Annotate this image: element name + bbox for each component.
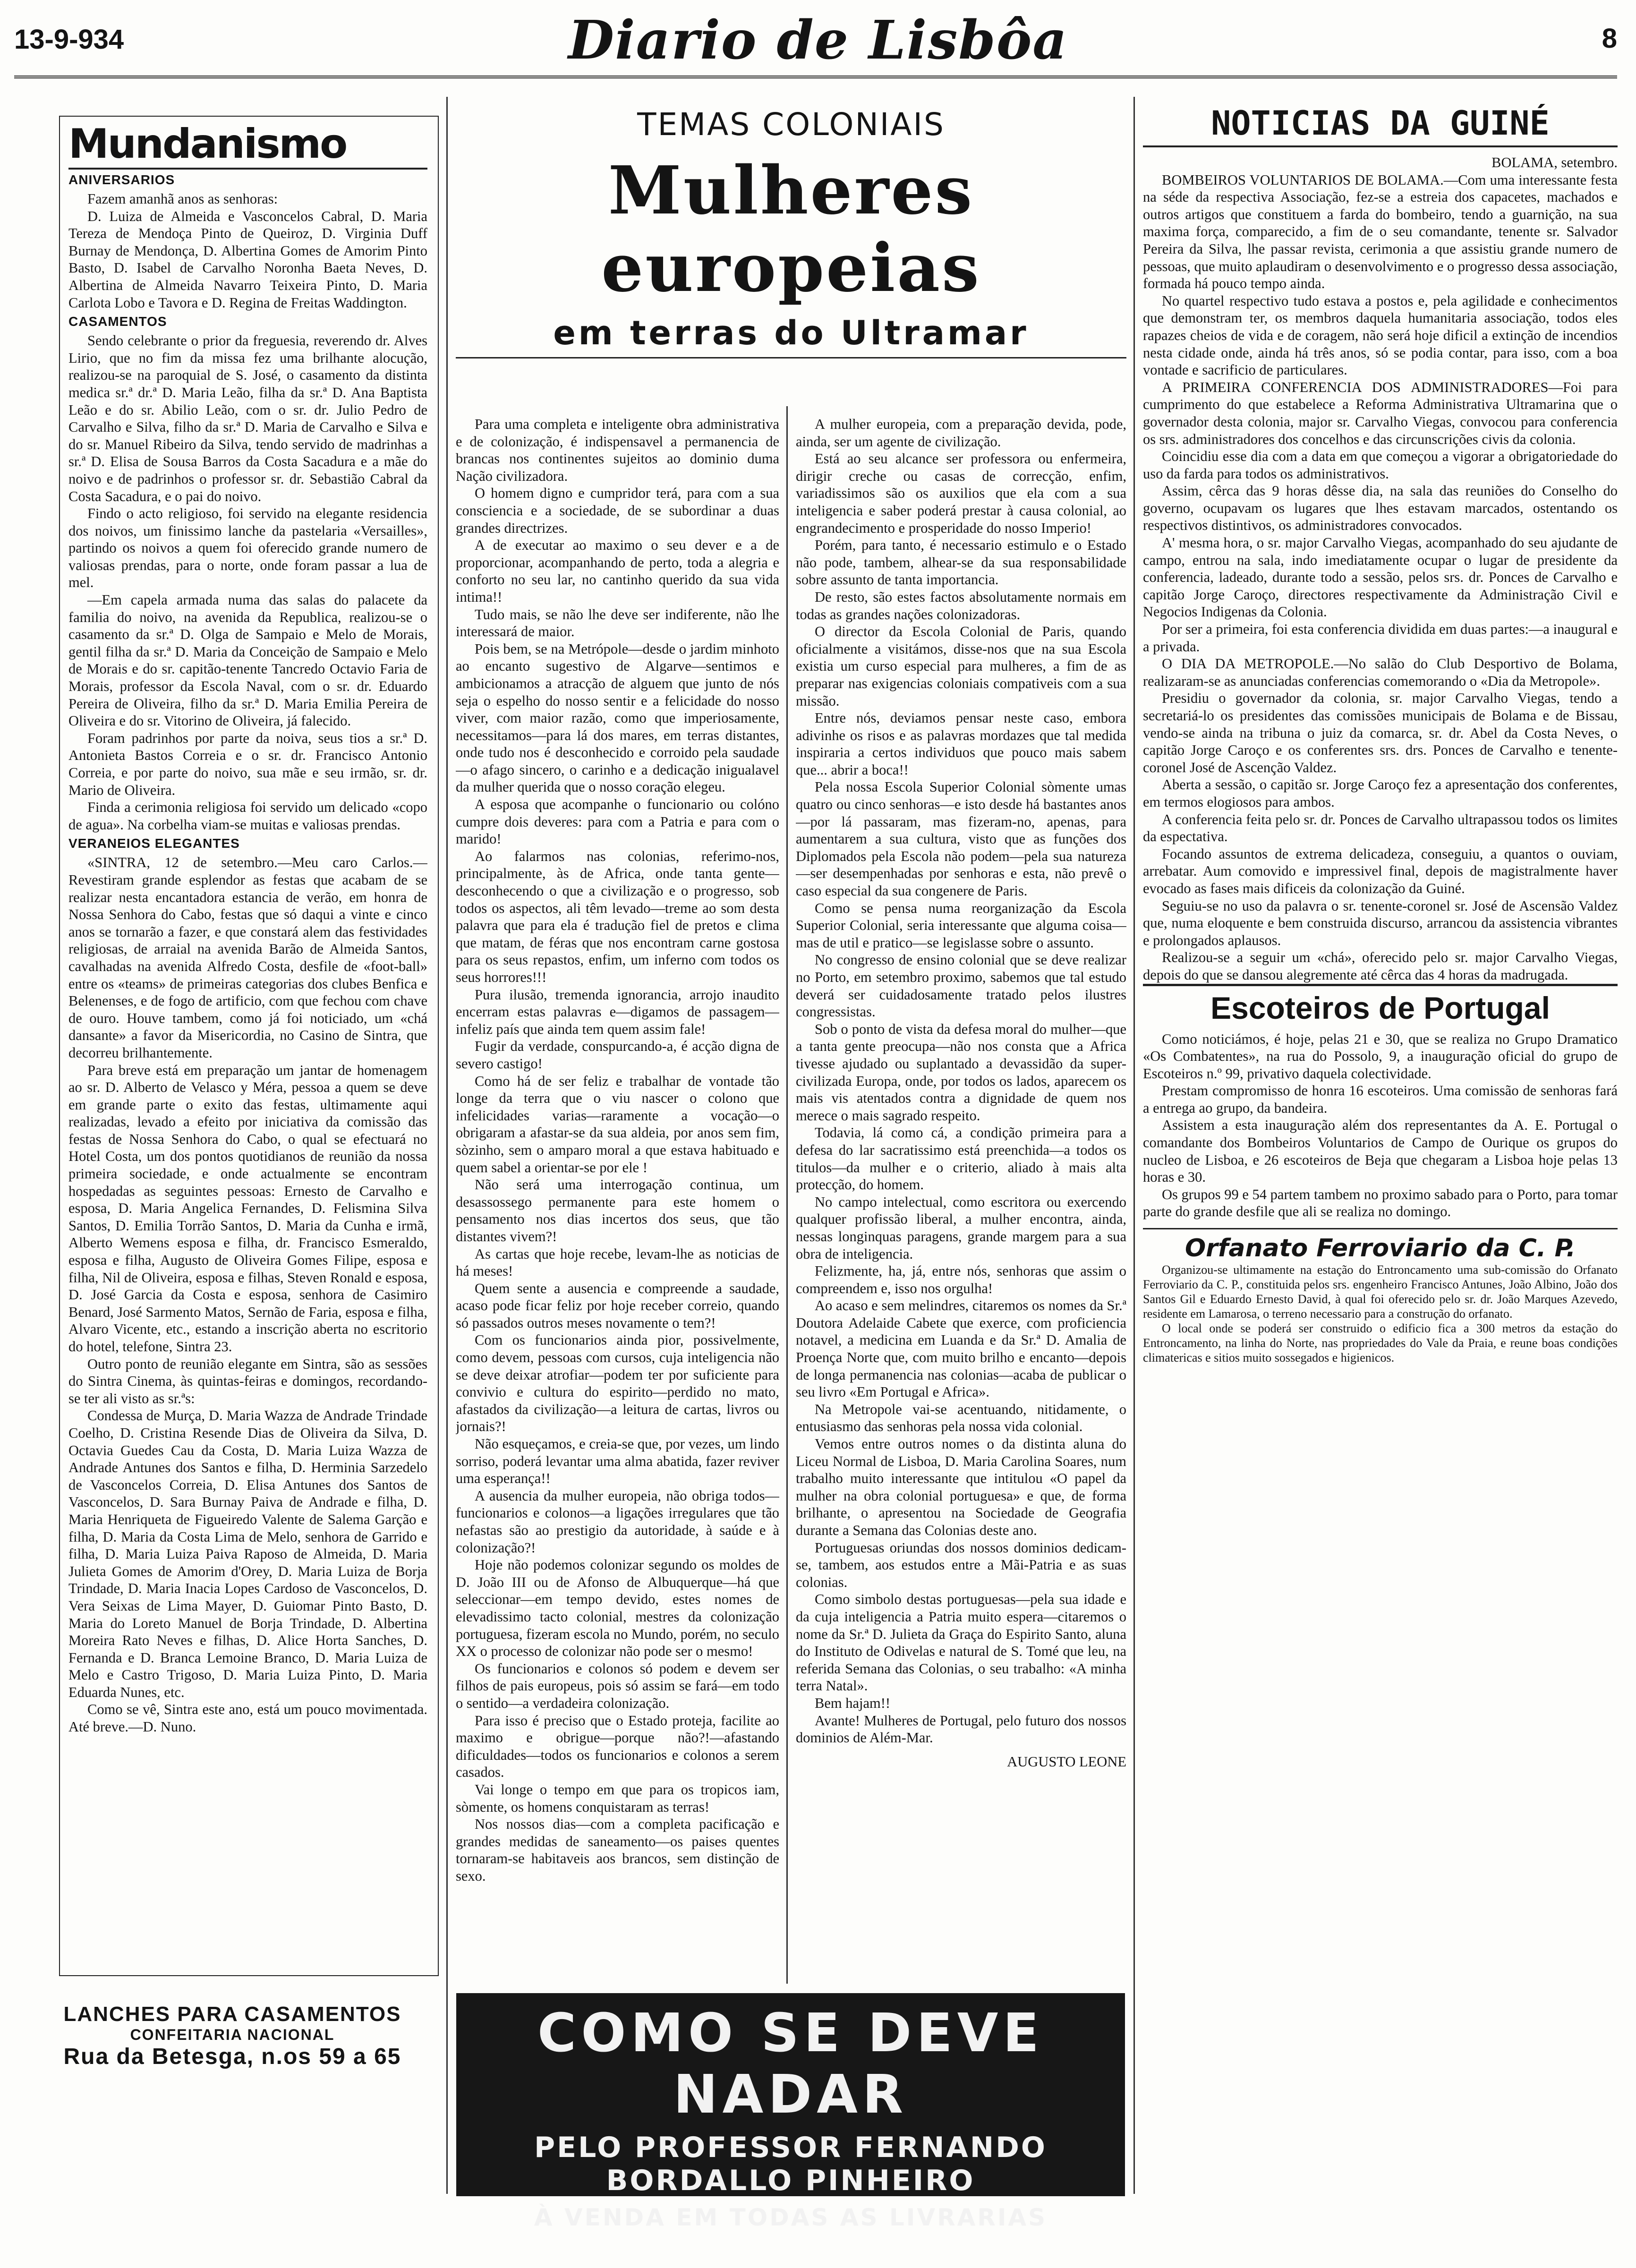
paragraph: Tudo mais, se não lhe deve ser indiferente, não lhe interessará de maior. [456,606,779,640]
paragraph: Felizmente, ha, já, entre nós, senhoras que assim o compreendem e, isso nos orgulha! [796,1263,1126,1296]
section-body [68,172,427,1736]
paragraph: Está ao seu alcance ser professora ou enfermeira, dirigir creche ou casas de correcção, enfim, variadissimos são os auxilios que ela com a sua inteligencia e saber poderá prestar à causa colonial, ao engrandecimento e prosperidade do nosso Imperio! [796,451,1126,536]
paragraph: Não esqueçamos, e creia-se que, por vezes, um lindo sorriso, poderá levantar uma alma abatida, fazer reviver uma esperança!! [456,1436,779,1487]
column-rule [446,97,448,2194]
paragraph: As cartas que hoje recebe, levam-lhe as noticias de há meses! [456,1245,779,1279]
paragraph: Hoje não podemos colonizar segundo os moldes de D. João III ou de Afonso de Albuquerque—há que seleccionar—em tempo devido, estes nomes de elevadissimo tacto colonial, mestres da colonização portuguesa, fizeram escola no Mundo, porém, no seculo XX o processo de colonizar não pode ser o mesmo! [456,1557,779,1660]
paragraph: Ao acaso e sem melindres, citaremos os nomes da Sr.ª Doutora Adelaide Cabete que exerce, com proficiencia notavel, a medicina em Luanda e da Sr.ª D. Amalia de Proença Norte que, com muito brilho e encanto—depois de longa permanencia nas colonias—acaba de publicar o seu livro «Em Portugal e Africa». [796,1297,1126,1400]
newspaper-title: Diario de Lisbôa [568,9,1068,71]
paragraph: No quartel respectivo tudo estava a postos e, pela agilidade e conhecimentos que demonstram ter, os membros daquela humanitaria associação, todos eles rapazes cheios de vida e de coragem, não será hoje dificil a extinção de incendios nesta cidade onde, ainda há três anos, só se podia contar, para isso, com a boa vontade e sacrificio de particulares. [1143,292,1618,378]
paragraph: No campo intelectual, como escritora ou exercendo qualquer profissão liberal, a mulher encontra, ainda, nessas longinquas paragens, grande margem para a sua obra de inteligencia. [796,1194,1126,1262]
paragraph: Aberta a sessão, o capitão sr. Jorge Caroço fez a apresentação dos conferentes, em termos elogiosos para ambos. [1143,776,1618,810]
paragraph: Bem hajam!! [815,1695,891,1711]
paragraph: Como há de ser feliz e trabalhar de vontade tão longe da terra que o viu nascer o colono que infelicidades varias—raramente a vocação—o obrigaram a afastar-se da sua aldeia, por anos sem fim, sòzinho, sem o amparo moral a que estava habituado e quem sabel a orientar-se por ele ! [456,1073,779,1176]
paragraph: Vai longe o tempo em que para os tropicos iam, sòmente, os homens conquistaram as terras! [456,1781,779,1815]
subsection-heading: CASAMENTOS [68,314,167,329]
right-column [1143,104,1618,2248]
paragraph: Assistem a esta inauguração além dos representantes da A. E. Portugal o comandante dos Bombeiros Voluntarios de Campo de Ourique os grupos do nucleo de Lisboa, e 26 escoteiros de Beja que chegaram a Lisboa hoje pelas 13 horas e 30. [1143,1117,1618,1185]
paragraph: A de executar ao maximo o seu dever e a de proporcionar, acompanhando de perto, toda a alegria e conforto no seu lar, no cantinho querido da sua vida intima!! [456,537,779,605]
paragraph: O director da Escola Colonial de Paris, quando oficialmente a visitámos, disse-nos que na sua Escola existia um curso especial para mulheres, a fim de as preparar nas exigencias coloniais compativeis com a sua missão. [796,623,1126,709]
paragraph: O DIA DA METROPOLE.—No salão do Club Desportivo de Bolama, realizaram-se as anunciadas conferencias comemorando o «Dia da Metropole». [1143,656,1618,689]
column-rule [786,406,788,1984]
ad-line: Rua da Betesga, n.os 59 a 65 [63,2044,401,2069]
paragraph: A ausencia da mulher europeia, não obriga todos—funcionarios e colonos—a ligações irregulares que tão nefastas são ao prestigio da autoridade, à saúde e à colonização?! [456,1487,779,1556]
guine-title: NOTICIAS DA GUINÉ [1143,104,1618,147]
paragraph: «SINTRA, 12 de setembro.—Meu caro Carlos.—Revestiram grande esplendor as festas que acabam de se realizar nesta encantadora estancia de verão, em honra de Nossa Senhora do Cabo, festas que só daqui a vinte e cinco anos se tornarão a fazer, e que constará alem das festividades religiosas, de arraial na avenida Barão de Almeida Santos, cavalhadas na avenida Alfredo Costa, desfile de «foot-ball» entre os «teams» de primeiras categorias dos clubes Benfica e Belenenses, e de fogo de artificio, com que fechou com chave de ouro. Houve tambem, como já foi noticiado, um «chá dansante» a favor da Misericordia, no Casino de Sintra, que decorreu brilhantemente. [68,854,427,1061]
paragraph: D. Luiza de Almeida e Vasconcelos Cabral, D. Maria Tereza de Mendoça Pinto de Queiroz, D. Virginia Duff Burnay de Mendonça, D. Albertina Gomes de Amorim Pinto Basto, D. Isabel de Carvalho Noronha Baeta Neves, D. Albertina de Almeida Navarro Teixeira Pinto, D. Maria Carlota Lobo e Tavora e D. Regina de Freitas Waddington. [68,208,427,311]
article-header [456,106,1126,358]
paragraph: Como noticiámos, é hoje, pelas 21 e 30, que se realiza no Grupo Dramatico «Os Combatentes», na rua do Possolo, 9, a inauguração oficial do grupo de Escoteiros n.º 99, privativo daquela colectividade. [1143,1031,1618,1082]
article-subheadline: em terras do Ultramar [456,314,1126,358]
paragraph: Foram padrinhos por parte da noiva, seus tios a sr.ª D. Antonieta Bastos Correia e o sr. dr. Francisco Antonio Correia, e por parte do noivo, sua mãe e seu irmão, sr. dr. Mario de Oliveira. [68,730,427,798]
paragraph: Porém, para tanto, é necessario estimulo e o Estado não pode, tambem, alhear-se da sua responsabilidade sobre assunto de tanta importancia. [796,537,1126,588]
escoteiros-title: Escoteiros de Portugal [1143,984,1618,1026]
paragraph: Outro ponto de reunião elegante em Sintra, são as sessões do Sintra Cinema, às quintas-feiras e domingos, recordando-se ter ali visto as sr.ªs: [68,1356,427,1407]
ad-line: LANCHES PARA CASAMENTOS [63,2003,401,2026]
paragraph: No congresso de ensino colonial que se deve realizar no Porto, em setembro proximo, sabemos que tal estudo deverá ser cuidadosamente tratado pelos ilustres congressistas. [796,952,1126,1020]
ad-line: À VENDA EM TODAS AS LIVRARIAS [534,2204,1048,2231]
paragraph: A PRIMEIRA CONFERENCIA DOS ADMINISTRADORES—Foi para cumprimento do que estabelece a Reforma Administrativa Ultramarina que o governador desta colonia, major sr. Carvalho Viegas, convocou para conferencia os srs. administradores dos concelhos e das circunscrições civis da colonia. [1143,379,1618,447]
article-headline: Mulheres europeias [601,152,981,307]
paragraph: Para breve está em preparação um jantar de homenagem ao sr. D. Alberto de Velasco y Méra, pessoa a quem se deve em grande parte o exito das festas, ultimamente aqui realizadas, levado a efeito por iniciativa da comissão das festas de Nossa Senhora do Cabo, o qual se efectuará no Hotel Costa, um dos pontos quotidianos de reunião da nossa primeira sociedade, e onde actualmente se encontram hospedadas as seguintes pessoas: Ernesto de Carvalho e esposa, D. Maria Angelica Fernandes, D. Felismina Silva Santos, D. Emilia Torrão Santos, D. Maria da Cunha e irmã, Alberto Wemens esposa e filha, dr. Francisco Esmeraldo, esposa e filha, Augusto de Oliveira Gomes Filipe, esposa e filha, Nil de Oliveira, esposa e filhas, Steven Ronald e esposa, D. José Garcia da Costa e esposa, senhora de Casimiro Benard, José Sarmento Matos, Sernão de Faria, esposa e filha, Alvaro Vicente, etc., estando a inscrição aberta no escritorio do hotel, telefone, Sintra 23. [68,1062,427,1355]
paragraph: Coincidiu esse dia com a data em que começou a vigorar a obrigatoriedade do uso da farda para todos os administrativos. [1143,448,1618,482]
paragraph: Os grupos 99 e 54 partem tambem no proximo sabado para o Porto, para tomar parte do grande desfile que ali se realiza no domingo. [1143,1186,1618,1220]
paragraph: A esposa que acompanhe o funcionario ou colóno cumpre dois deveres: para com a Patria e para com o marido! [456,796,779,847]
paragraph: Pela nossa Escola Superior Colonial sòmente umas quatro ou cinco senhoras—e isto desde há bastantes anos—por lá passaram, mas fizeram-no, apenas, para aumentarem a sua cultura, visto que as funções dos Diplomados pela Escola não podem—pela sua natureza—ser desempenhadas por senhoras e esta, não prevê o caso especial da sua congenere de Paris. [796,779,1126,899]
paragraph: Finda a cerimonia religiosa foi servido um delicado «copo de agua». Na corbelha viam-se muitas e valiosas prendas. [68,799,427,833]
paragraph: BOMBEIROS VOLUNTARIOS DE BOLAMA.—Com uma interessante festa na séde da respectiva Associação, fez-se a estreia dos capacetes, machados e outros artigos que constituem a farda do bombeiro, tendo a guarnição, na sua maxima força, comparecido, a fim de o seu comandante, tenente sr. Salvador Pereira da Silva, lhe passar revista, cerimonia a que assistiu grande numero de pessoas, que muito aplaudiram o desenvolvimento e o progresso dessa associação, formada há pouco tempo ainda. [1143,171,1618,292]
paragraph: Para uma completa e inteligente obra administrativa e de colonização, é indispensavel a permanencia de brancas nos continentes sujeitos ao dominio duma Nação civilizadora. [456,416,779,484]
paragraph: Para isso é preciso que o Estado proteja, facilite ao maximo e obrigue—porque não?!—afastando dificuldades—todos os funcionarios e colonos a serem casados. [456,1712,779,1781]
mundanismo-section [68,120,427,1970]
paragraph: Pois bem, se na Metrópole—desde o jardim minhoto ao encanto sugestivo de Algarve—sentimos e ambicionamos a atracção de alguem que junto de nós seja o espelho do nosso sentir e a felicidade do nosso viver, com maior razão, como que imperiosamente, necessitamos—para lá dos mares, em terras distantes, onde tudo nos é desconhecido e corroido pela saudade—o afago sincero, o carinho e a dedicação inigualavel da mulher querida que o nosso coração elegeu. [456,640,779,795]
paragraph: A' mesma hora, o sr. major Carvalho Viegas, acompanhado do seu ajudante de campo, entrou na sala, indo imediatamente ocupar o lugar de presidente da conferencia, ladeado, durante todo a sessão, pelos srs. dr. Ponces de Carvalho e capitão Jorge Caroço, directores respectivamente da Administração Civil e Negocios Indigenas da Colonia. [1143,535,1618,620]
paragraph: Findo o acto religioso, foi servido na elegante residencia dos noivos, um finissimo lanche da pastelaria «Versailles», partindo os noivos a quem foi oferecido grande numero de valiosas prendas, para o norte, onde foram passar a lua de mel. [68,505,427,591]
subsection-heading: ANIVERSARIOS [68,172,175,187]
paragraph: Pura ilusão, tremenda ignorancia, arrojo inaudito encerram estas palavras e—digamos de passagem—infeliz país que ainda tem quem assim fale! [456,986,779,1037]
section-title: Mundanismo [68,120,427,170]
article-column-2 [796,416,1126,1984]
paragraph: Os funcionarios e colonos só podem e devem ser filhos de pais europeus, pois só assim se fará—em todo o sentido—a verdadeira colonização. [456,1660,779,1711]
paragraph: Com os funcionarios ainda pior, possivelmente, como devem, pessoas com cursos, cuja inteligencia não se deve deixar atrofiar—podem ter por suficiente para convivio e cultura do espirito—perdido no mato, afastados da civilização—a leitura de cartas, livros ou jornais?! [456,1332,779,1435]
paragraph: Como se vê, Sintra este ano, está um pouco movimentada. Até breve.—D. Nuno. [68,1701,427,1735]
ad-line: PELO PROFESSOR FERNANDO BORDALLO PINHEIRO [534,2131,1047,2197]
paragraph: Não será uma interrogação continua, um desassossego permanente para este homem o pensamento nos dias incertos dos seus, que tão distantes vivem?! [456,1177,779,1245]
orfanato-title: Orfanato Ferroviario da C. P. [1143,1228,1618,1262]
paragraph: Realizou-se a seguir um «chá», oferecido pelo sr. major Carvalho Viegas, depois do que se dansou alegremente até cêrca das 4 horas da madrugada. [1143,949,1618,983]
paragraph: Seguiu-se no uso da palavra o sr. tenente-coronel sr. José de Ascensão Valdez que, numa eloquente e bem construida discurso, arrancou da assistencia vibrantes e prolongados aplausos. [1143,897,1618,948]
guine-dateline: BOLAMA, setembro. [1491,154,1618,171]
paragraph: De resto, são estes factos absolutamente normais em todas as grandes nações colonizadoras. [796,588,1126,622]
paragraph: Focando assuntos de extrema delicadeza, conseguiu, a quantos o ouviam, arrebatar. Aum comovido e impressivel final, depois de magistralmente haver evocado as fases mais dificeis da colonização da Guiné. [1143,845,1618,896]
paragraph: Assim, cêrca das 9 horas dêsse dia, na sala das reuniões do Conselho do governo, ocupavam os lugares que lhes estavam marcados, ostentando os respectivos distintivos, os administradores convocados. [1143,483,1618,534]
paragraph: O homem digno e cumpridor terá, para com a sua consciencia e a sociedade, de se subordinar a duas grandes directrizes. [456,485,779,536]
paragraph: Portuguesas oriundas dos nossos dominios dedicam-se, tambem, aos estudos entre a Mãi-Patria e as suas colonias. [796,1539,1126,1590]
article-column-1 [456,416,779,1984]
paragraph: Presidiu o governador da colonia, sr. major Carvalho Viegas, tendo a secretariá-lo os presidentes das comissões municipais de Bolama e de Bissau, vendo-se ainda na tribuna o juiz da comarca, sr. dr. Abel da Costa Neves, o capitão Jorge Caroço e os conferentes srs. drs. Ponces de Carvalho e tenente-coronel José de Ascenção Valdez. [1143,690,1618,776]
issue-date: 13-9-934 [14,24,124,55]
ad-line: CONFEITARIA NACIONAL [130,2026,335,2043]
paragraph: Sob o ponto de vista da defesa moral do mulher—que a tanta gente preocupa—não nos consta que a Africa tivesse ajudado ou suplantado a devassidão da super-civilizada Europa, onde, por todos os lados, aparecem os mais vis atentados contra a dignidade de quem nos merece o mais sagrado respeito. [796,1021,1126,1124]
paragraph: Ao falarmos nas colonias, referimo-nos, principalmente, às de Africa, onde tanta gente—desconhecendo o que a civilização e o progresso, sob todos os aspectos, ali têm levado—treme ao som desta palavra que para ela é tradução fiel de pretos e clima que matam, de féras que nos encontram carne gostosa para os seus repastos, enfim, um inferno com todos os seus horrores!!! [456,848,779,985]
paragraph: —Em capela armada numa das salas do palacete da familia do noivo, na avenida da Republica, realizou-se o casamento da sr.ª D. Olga de Sampaio e Melo de Morais, gentil filha da sr.ª D. Maria da Conceição de Sampaio e Melo de Morais e do sr. capitão-tenente Tancredo Octavio Faria de Morais, professor da Escola Naval, com o sr. dr. Eduardo Pereira de Oliveira, filho da sr.ª D. Maria Emilia Pereira de Oliveira e do sr. Vitorino de Oliveira, já falecido. [68,592,427,729]
paragraph: Como se pensa numa reorganização da Escola Superior Colonial, seria interessante que alguma coisa—mas de util e pratico—se legislasse sobre o assunto. [796,900,1126,951]
paragraph: Vemos entre outros nomes o da distinta aluna do Liceu Normal de Lisboa, D. Maria Carolina Soares, num trabalho muito interessante que intitulou «O papel da mulher na obra colonial portuguesa» e que, de forma brilhante, o apresentou na Sociedade de Geografia durante a Semana das Colonias deste ano. [796,1436,1126,1538]
subsection-heading: VERANEIOS ELEGANTES [68,836,240,851]
paragraph: Organizou-se ultimamente na estação do Entroncamento uma sub-comissão do Orfanato Ferroviario da C. P., constituida pelos srs. engenheiro Francisco Antunes, João Albino, João dos Santos Gil e Eduardo Ernesto David, à qual foi oferecido pelo sr. dr. João Marques Azevedo, residente em Lamarosa, o terreno necessario para a construção do orfanato. [1143,1263,1618,1321]
paragraph: A mulher europeia, com a preparação devida, pode, ainda, ser um agente de civilização. [796,416,1126,450]
masthead-rule [14,76,1617,78]
paragraph: Entre nós, deviamos pensar neste caso, embora adivinhe os risos e as palavras mordazes que tal medida inspiraria a certos individuos que pouco mais sabem que... abrir a boca!! [796,710,1126,778]
paragraph: Por ser a primeira, foi esta conferencia dividida em duas partes:—a inaugural e a privada. [1143,621,1618,655]
escoteiros-body [1143,1031,1618,1221]
paragraph: Condessa de Murça, D. Maria Wazza de Andrade Trindade Coelho, D. Cristina Resende Dias de Oliveira da Silva, D. Octavia Guedes Cau da Costa, D. Maria Luiza Wazza de Andrade Antunes dos Santos e filha, D. Herminia Sarzedelo de Vasconcelos Correia, D. Elisa Antunes dos Santos de Vasconcelos, D. Sara Burnay Paiva de Andrade e filha, D. Maria Henriqueta de Figueiredo Valente de Salema Garção e filha, D. Maria da Costa Lima de Melo, senhora de Garrido e filha, D. Maria Luiza Paiva Raposo de Almeida, D. Maria Julieta Gomes de Amorim d'Orey, D. Maria Luiza de Borja Trindade, D. Maria Inacia Lopes Cardoso de Vasconcelos, D. Vera Seixas de Lima Mayer, D. Guiomar Pinto Basto, D. Maria do Loreto Manuel de Borja Trindade, D. Albertina Moreira Rato Neves e filhas, D. Alice Horta Sanches, D. Fernanda e D. Branca Lemoine Branco, D. Maria Luiza de Melo e Castro Trigoso, D. Maria Luiza Pinto, D. Maria Eduarda Nunes, etc. [68,1407,427,1700]
page-number: 8 [1602,23,1617,54]
paragraph: Prestam compromisso de honra 16 escoteiros. Uma comissão de senhoras fará a entrega ao grupo, da bandeira. [1143,1083,1618,1116]
paragraph: Nos nossos dias—com a completa pacificação e grandes medidas de saneamento—os paises quentes tornaram-se habitaveis aos brancos, sem distinção de sexo. [456,1816,779,1884]
bordallo-advertisement [456,1993,1125,2231]
column-rule [1133,97,1135,2194]
paragraph: Avante! Mulheres de Portugal, pelo futuro dos nossos dominios de Além-Mar. [796,1712,1126,1746]
article-signature: AUGUSTO LEONE [1007,1753,1126,1770]
paragraph: A conferencia feita pelo sr. dr. Ponces de Carvalho ultrapassou todos os limites da espectativa. [1143,811,1618,845]
paragraph: Fugir da verdade, conspurcando-a, é acção digna de severo castigo! [456,1038,779,1072]
guine-body [1143,171,1618,984]
paragraph: Todavia, lá como cá, a condição primeira para a defesa do lar sacratissimo está preenchida—a todos os titulos—da mulher e o criterio, aliado à mais alta protecção, do homem. [796,1125,1126,1193]
paragraph: Sendo celebrante o prior da freguesia, reverendo dr. Alves Lirio, que no fim da missa fez uma brilhante alocução, realizou-se na paroquial de S. José, o casamento da distinta medica sr.ª dr.ª D. Maria Leão, filha da sr.ª D. Ana Baptista Leão e do sr. Abilio Leão, com o sr. dr. Julio Pedro de Carvalho e Silva, filho da sr.ª D. Maria de Carvalho e Silva e do sr. Manuel Ribeiro da Silva, tendo servido de madrinhas a sr.ª D. Elisa de Sousa Barros da Costa Sacadura e a mãe do noivo e de padrinhos o professor sr. dr. Sebastião Cabral da Costa Sacadura, e o pai do noivo. [68,333,427,504]
ad-headline: COMO SE DEVE NADAR [537,2003,1044,2125]
paragraph: Fazem amanhã anos as senhoras: [87,191,278,207]
paragraph: Na Metropole vai-se acentuando, nitidamente, o entusiasmo das senhoras pela nossa vida colonial. [796,1401,1126,1435]
paragraph: O local onde se poderá ser construido o edificio fica a 300 metros da estação do Entroncamento, na linha do Norte, nas propriedades do Vale da Praia, e reune boas condições climatericas e sitios muito sossegados e higienicos. [1143,1322,1618,1365]
article-kicker: TEMAS COLONIAIS [637,106,945,143]
orfanato-body [1143,1262,1618,1365]
paragraph: Quem sente a ausencia e compreende a saudade, acaso pode ficar feliz por hoje receber correio, quando só passados outros meses novamente o tem?! [456,1280,779,1331]
paragraph: Como simbolo destas portuguesas—pela sua idade e da cuja inteligencia a Patria muito espera—citaremos o nome da Sr.ª D. Julieta da Graça do Espirito Santo, aluna do Instituto de Odivelas e natural de S. Tomé que leu, na referida Semana das Colonias, o seu trabalho: «A minha terra Natal». [796,1591,1126,1694]
lanches-advertisement [29,2003,435,2070]
